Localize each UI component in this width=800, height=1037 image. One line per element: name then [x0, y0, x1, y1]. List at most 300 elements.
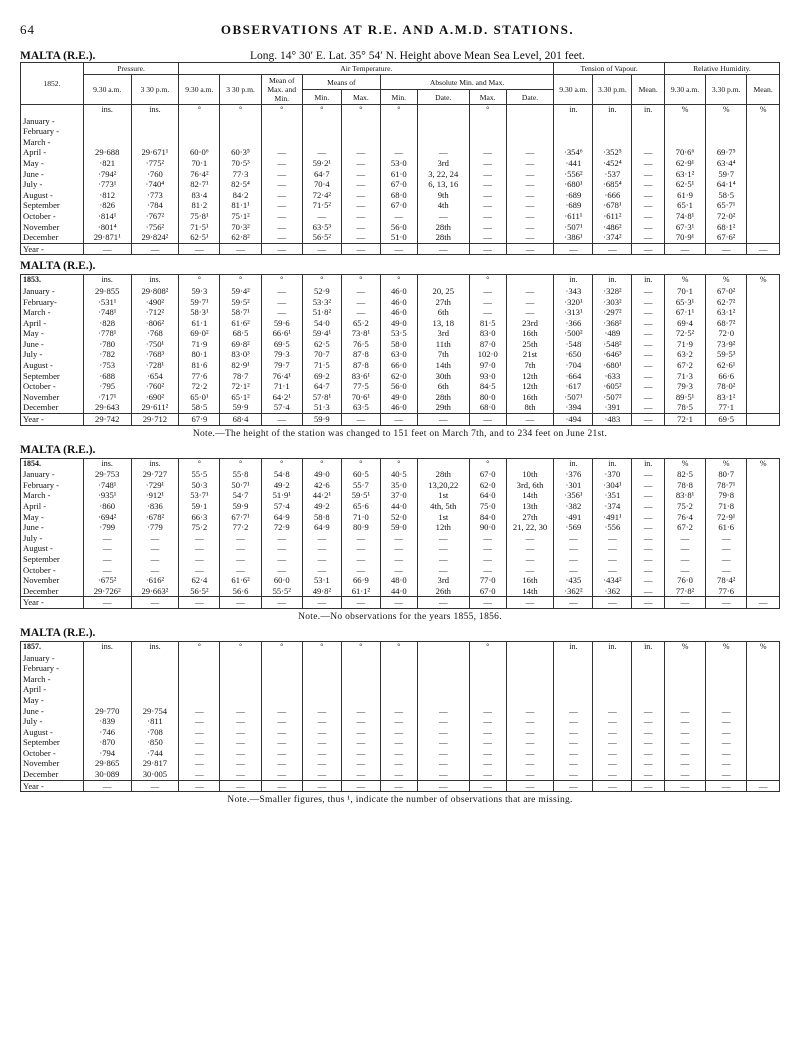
- data-cell: [747, 349, 780, 360]
- data-cell: —: [417, 543, 469, 554]
- data-cell: [380, 663, 417, 674]
- data-cell: —: [632, 360, 665, 371]
- data-cell: 29·727: [131, 469, 179, 480]
- year-cell: —: [593, 243, 632, 255]
- data-cell: 14th: [417, 360, 469, 371]
- data-cell: —: [664, 543, 705, 554]
- table-row: [21, 286, 780, 297]
- data-cell: [747, 381, 780, 392]
- data-cell: 62·7²: [706, 297, 747, 308]
- year-cell: —: [417, 243, 469, 255]
- unit-cell: 1853.: [21, 275, 84, 286]
- data-cell: 58·7¹: [220, 307, 261, 318]
- data-cell: —: [261, 158, 302, 169]
- data-cell: [261, 137, 302, 148]
- data-cell: 83·8¹: [664, 490, 705, 501]
- data-cell: 68·0: [469, 402, 506, 413]
- data-cell: —: [341, 179, 380, 190]
- data-cell: 57·4: [261, 402, 302, 413]
- data-cell: ·806²: [131, 318, 179, 329]
- data-cell: —: [417, 565, 469, 576]
- data-cell: [302, 126, 341, 137]
- data-cell: [220, 137, 261, 148]
- data-cell: —: [302, 211, 341, 222]
- data-cell: ·441: [554, 158, 593, 169]
- col-header: 3 30 p.m.: [220, 75, 261, 105]
- data-cell: ·744: [131, 748, 179, 759]
- data-cell: —: [506, 706, 554, 717]
- data-cell: 69·5: [261, 339, 302, 350]
- data-cell: 55·5: [179, 469, 220, 480]
- data-cell: [179, 126, 220, 137]
- data-cell: ·556: [593, 522, 632, 533]
- data-cell: 59·0: [380, 522, 417, 533]
- data-cell: 74·8¹: [664, 211, 705, 222]
- data-cell: [83, 684, 131, 695]
- data-cell: 21st: [506, 349, 554, 360]
- section-title: MALTA (R.E.).: [20, 626, 96, 639]
- data-cell: 59·4¹: [302, 328, 341, 339]
- data-cell: 82·5⁴: [220, 179, 261, 190]
- data-cell: ·740⁴: [131, 179, 179, 190]
- data-cell: 51·0: [380, 232, 417, 243]
- data-cell: —: [261, 554, 302, 565]
- data-cell: 69·8²: [220, 339, 261, 350]
- data-cell: [469, 126, 506, 137]
- data-cell: —: [506, 222, 554, 233]
- data-cell: [747, 522, 780, 533]
- data-cell: ·779: [131, 522, 179, 533]
- table-row: [21, 318, 780, 329]
- data-cell: 62·0: [380, 371, 417, 382]
- data-cell: ·685⁴: [593, 179, 632, 190]
- data-cell: ·678¹: [593, 200, 632, 211]
- page-number: 64: [20, 22, 35, 37]
- data-cell: —: [380, 727, 417, 738]
- data-cell: —: [632, 297, 665, 308]
- data-cell: ·500²: [554, 328, 593, 339]
- data-cell: 69·4: [664, 318, 705, 329]
- data-cell: 40·5: [380, 469, 417, 480]
- data-cell: [747, 737, 780, 748]
- data-cell: [747, 147, 780, 158]
- data-cell: [506, 126, 554, 137]
- year-cell: [747, 414, 780, 426]
- data-cell: ·362²: [554, 586, 593, 597]
- year-cell: —: [593, 780, 632, 792]
- unit-cell: °: [302, 641, 341, 652]
- data-cell: —: [554, 769, 593, 780]
- data-cell: ·782: [83, 349, 131, 360]
- month-label: August -: [21, 727, 84, 738]
- month-label: September: [21, 371, 84, 382]
- unit-cell: in.: [554, 641, 593, 652]
- data-cell: —: [469, 169, 506, 180]
- data-cell: 70·1: [664, 286, 705, 297]
- data-cell: ·646³: [593, 349, 632, 360]
- data-cell: 60·3⁵: [220, 147, 261, 158]
- data-cell: 16th: [506, 328, 554, 339]
- data-cell: —: [179, 748, 220, 759]
- data-cell: —: [506, 232, 554, 243]
- data-cell: [261, 695, 302, 706]
- data-cell: [380, 653, 417, 664]
- data-cell: —: [220, 533, 261, 544]
- unit-cell: °: [469, 105, 506, 116]
- year-cell: —: [179, 597, 220, 609]
- table-row: [21, 360, 780, 371]
- unit-cell: [506, 105, 554, 116]
- data-cell: 79·8: [706, 490, 747, 501]
- data-cell: [302, 116, 341, 127]
- data-cell: [261, 674, 302, 685]
- data-cell: [747, 663, 780, 674]
- data-cell: 53·0: [380, 158, 417, 169]
- table-row: [21, 190, 780, 201]
- data-cell: 67·0²: [706, 286, 747, 297]
- data-cell: —: [706, 533, 747, 544]
- data-cell: —: [261, 169, 302, 180]
- data-cell: 82·7¹: [179, 179, 220, 190]
- data-cell: [341, 674, 380, 685]
- data-cell: 56·0: [380, 222, 417, 233]
- data-cell: [417, 116, 469, 127]
- month-label: November: [21, 758, 84, 769]
- data-cell: [747, 727, 780, 738]
- data-cell: [747, 190, 780, 201]
- data-cell: 64·9: [261, 512, 302, 523]
- year-cell: —: [632, 243, 665, 255]
- data-cell: [302, 684, 341, 695]
- data-cell: [747, 769, 780, 780]
- data-cell: ·507¹: [554, 392, 593, 403]
- month-label: June -: [21, 706, 84, 717]
- data-cell: —: [417, 554, 469, 565]
- unit-cell: %: [664, 275, 705, 286]
- data-cell: —: [261, 286, 302, 297]
- data-cell: —: [341, 716, 380, 727]
- table-row: [21, 137, 780, 148]
- data-cell: 77·0: [469, 575, 506, 586]
- data-cell: —: [220, 758, 261, 769]
- data-cell: —: [469, 748, 506, 759]
- data-cell: 67·6²: [706, 232, 747, 243]
- data-cell: 29·865: [83, 758, 131, 769]
- data-cell: [747, 211, 780, 222]
- data-cell: —: [83, 565, 131, 576]
- year-cell: 69·5: [706, 414, 747, 426]
- data-cell: —: [83, 543, 131, 554]
- data-cell: —: [302, 147, 341, 158]
- data-cell: ·452⁴: [593, 158, 632, 169]
- year-cell: —: [593, 597, 632, 609]
- data-cell: 52·9: [302, 286, 341, 297]
- unit-cell: [417, 641, 469, 652]
- data-cell: 75·2: [179, 522, 220, 533]
- data-cell: ·654: [131, 371, 179, 382]
- data-cell: [632, 663, 665, 674]
- data-cell: 65·0¹: [179, 392, 220, 403]
- data-cell: 73·8¹: [341, 328, 380, 339]
- year-cell: —: [380, 597, 417, 609]
- data-cell: [747, 575, 780, 586]
- data-cell: —: [469, 727, 506, 738]
- table-header: [21, 63, 780, 105]
- table-row: [21, 232, 780, 243]
- data-cell: ·303²: [593, 297, 632, 308]
- data-cell: —: [632, 232, 665, 243]
- data-cell: 55·7: [341, 480, 380, 491]
- unit-cell: %: [706, 105, 747, 116]
- humidity-header: Relative Humidity.: [664, 63, 779, 75]
- data-cell: —: [179, 716, 220, 727]
- data-cell: —: [469, 179, 506, 190]
- data-cell: 71·9: [179, 339, 220, 350]
- data-cell: ·753: [83, 360, 131, 371]
- data-cell: —: [469, 307, 506, 318]
- data-cell: 51·8²: [302, 307, 341, 318]
- month-label: April -: [21, 501, 84, 512]
- table-row: [21, 565, 780, 576]
- data-cell: —: [380, 554, 417, 565]
- unit-cell: %: [747, 641, 780, 652]
- data-cell: [632, 674, 665, 685]
- data-cell: 8th: [506, 402, 554, 413]
- data-cell: —: [632, 554, 665, 565]
- data-cell: 46·0: [380, 297, 417, 308]
- data-cell: 68·7²: [706, 318, 747, 329]
- table-row: [21, 402, 780, 413]
- unit-cell: °: [302, 458, 341, 469]
- table-row: [21, 501, 780, 512]
- year-cell: ·483: [593, 414, 632, 426]
- unit-cell: °: [302, 105, 341, 116]
- year-cell: —: [83, 597, 131, 609]
- data-cell: ·328²: [593, 286, 632, 297]
- pressure-header: Pressure.: [83, 63, 178, 75]
- data-cell: [554, 695, 593, 706]
- data-cell: [380, 116, 417, 127]
- data-cell: —: [506, 533, 554, 544]
- data-cell: 46·0: [380, 402, 417, 413]
- units-row: [21, 641, 780, 652]
- data-cell: 67·0: [469, 586, 506, 597]
- data-cell: —: [632, 748, 665, 759]
- data-cell: —: [220, 716, 261, 727]
- data-cell: ·756²: [131, 222, 179, 233]
- data-cell: 29·817: [131, 758, 179, 769]
- data-cell: ·794: [83, 748, 131, 759]
- data-cell: [593, 695, 632, 706]
- data-cell: 53·1: [302, 575, 341, 586]
- data-cell: [302, 674, 341, 685]
- data-cell: [747, 286, 780, 297]
- data-cell: 55·5²: [261, 586, 302, 597]
- data-cell: 59·5³: [706, 349, 747, 360]
- data-cell: —: [664, 727, 705, 738]
- data-cell: 25th: [506, 339, 554, 350]
- year-cell: —: [302, 597, 341, 609]
- data-cell: [131, 695, 179, 706]
- data-cell: 57·4: [261, 501, 302, 512]
- data-cell: —: [632, 211, 665, 222]
- data-cell: ·935¹: [83, 490, 131, 501]
- data-cell: 49·0: [302, 469, 341, 480]
- data-cell: 67·2: [664, 360, 705, 371]
- data-cell: —: [593, 716, 632, 727]
- data-cell: [747, 169, 780, 180]
- data-cell: 75·0: [469, 501, 506, 512]
- unit-cell: ins.: [83, 105, 131, 116]
- data-cell: ·836: [131, 501, 179, 512]
- year-cell: —: [417, 414, 469, 426]
- data-cell: 71·8: [706, 501, 747, 512]
- data-cell: [179, 674, 220, 685]
- data-cell: [179, 695, 220, 706]
- year-cell: —: [554, 243, 593, 255]
- data-cell: [632, 695, 665, 706]
- running-title: OBSERVATIONS AT R.E. AND A.M.D. STATIONS.: [220, 22, 575, 37]
- data-cell: ·748¹: [83, 307, 131, 318]
- data-cell: 59·5²: [220, 297, 261, 308]
- data-cell: 30th: [417, 371, 469, 382]
- data-cell: [83, 116, 131, 127]
- data-cell: 61·6²: [220, 575, 261, 586]
- data-cell: [554, 116, 593, 127]
- data-cell: 51·3: [302, 402, 341, 413]
- data-cell: 64·1⁴: [706, 179, 747, 190]
- data-cell: 58·5: [179, 402, 220, 413]
- data-cell: 66·6¹: [261, 328, 302, 339]
- data-cell: ·773¹: [83, 179, 131, 190]
- data-cell: ·362: [593, 586, 632, 597]
- data-cell: 90·0: [469, 522, 506, 533]
- data-cell: 28th: [417, 232, 469, 243]
- data-cell: ·778¹: [83, 328, 131, 339]
- data-cell: —: [632, 222, 665, 233]
- data-cell: 78·8: [664, 480, 705, 491]
- data-cell: ·839: [83, 716, 131, 727]
- data-cell: —: [261, 748, 302, 759]
- data-cell: 87·8: [341, 360, 380, 371]
- data-cell: —: [506, 307, 554, 318]
- data-cell: —: [341, 543, 380, 554]
- data-cell: 49·0: [380, 392, 417, 403]
- data-cell: —: [593, 554, 632, 565]
- data-cell: [554, 653, 593, 664]
- header-row: [21, 75, 780, 90]
- data-cell: 61·1²: [341, 586, 380, 597]
- unit-cell: ins.: [131, 641, 179, 652]
- data-cell: [632, 653, 665, 664]
- data-cell: 29·688: [83, 147, 131, 158]
- data-cell: [83, 137, 131, 148]
- data-cell: —: [632, 522, 665, 533]
- data-cell: 59·7¹: [179, 297, 220, 308]
- unit-cell: °: [341, 641, 380, 652]
- data-cell: 61·9: [664, 190, 705, 201]
- data-cell: 80·1: [179, 349, 220, 360]
- data-cell: 23rd: [506, 318, 554, 329]
- data-cell: —: [664, 769, 705, 780]
- data-cell: 89·5¹: [664, 392, 705, 403]
- data-cell: —: [632, 716, 665, 727]
- data-cell: 29·643: [83, 402, 131, 413]
- year-cell: —: [469, 597, 506, 609]
- table-body: [21, 641, 780, 791]
- year-cell: —: [632, 597, 665, 609]
- data-cell: 71·3: [664, 371, 705, 382]
- data-cell: ·784: [131, 200, 179, 211]
- data-cell: 58·3¹: [179, 307, 220, 318]
- data-cell: 65·1: [664, 200, 705, 211]
- data-cell: ·664: [554, 371, 593, 382]
- data-cell: ·811: [131, 716, 179, 727]
- data-cell: —: [302, 737, 341, 748]
- units-row: [21, 105, 780, 116]
- data-cell: 62·9¹: [664, 158, 705, 169]
- units-row: [21, 275, 780, 286]
- data-cell: [706, 116, 747, 127]
- data-cell: ·366: [554, 318, 593, 329]
- data-cell: —: [469, 286, 506, 297]
- data-cell: —: [554, 706, 593, 717]
- data-cell: —: [632, 318, 665, 329]
- data-cell: —: [417, 727, 469, 738]
- data-cell: ·795: [83, 381, 131, 392]
- col-header: Mean of Max. and Min.: [261, 75, 302, 105]
- unit-cell: °: [220, 458, 261, 469]
- data-cell: [632, 684, 665, 695]
- unit-cell: °: [302, 275, 341, 286]
- data-cell: ·729¹: [131, 480, 179, 491]
- unit-cell: °: [220, 105, 261, 116]
- data-cell: [341, 695, 380, 706]
- data-cell: —: [664, 748, 705, 759]
- data-cell: [747, 469, 780, 480]
- month-label: November: [21, 392, 84, 403]
- unit-cell: [21, 105, 84, 116]
- data-cell: [706, 674, 747, 685]
- data-cell: —: [632, 727, 665, 738]
- data-cell: —: [341, 211, 380, 222]
- data-cell: 6th: [417, 381, 469, 392]
- data-cell: 29·753: [83, 469, 131, 480]
- col-header: Min.: [380, 90, 417, 105]
- data-cell: —: [220, 737, 261, 748]
- data-cell: [747, 137, 780, 148]
- data-cell: [179, 653, 220, 664]
- data-cell: 46·0: [380, 307, 417, 318]
- data-cell: [131, 684, 179, 695]
- year-label: Year -: [21, 243, 84, 255]
- data-cell: —: [706, 737, 747, 748]
- data-cell: [380, 137, 417, 148]
- data-cell: 76·5: [341, 339, 380, 350]
- data-cell: —: [341, 554, 380, 565]
- data-cell: 82·5: [664, 469, 705, 480]
- data-cell: ·650: [554, 349, 593, 360]
- year-cell: —: [417, 780, 469, 792]
- data-cell: —: [341, 706, 380, 717]
- data-cell: [506, 137, 554, 148]
- month-label: March -: [21, 137, 84, 148]
- data-cell: ·801⁴: [83, 222, 131, 233]
- year-cell: 59·9: [302, 414, 341, 426]
- data-cell: ·870: [83, 737, 131, 748]
- data-cell: 77·6: [179, 371, 220, 382]
- data-cell: [380, 674, 417, 685]
